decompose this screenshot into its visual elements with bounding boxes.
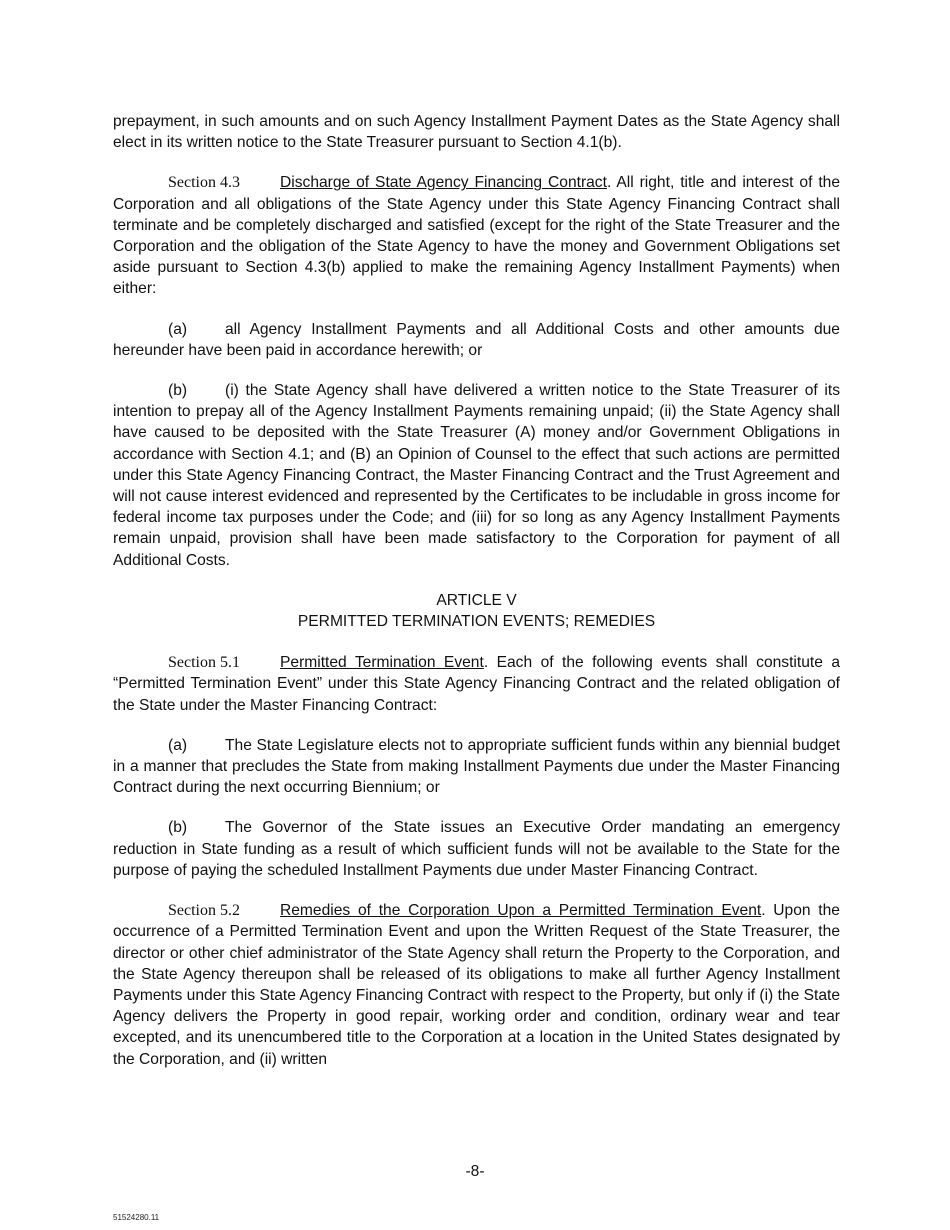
subsection-text: all Agency Installment Payments and all Additional Costs and other amounts due hereunder have been paid in accordance herewith; or — [113, 320, 840, 359]
continuation-paragraph: prepayment, in such amounts and on such Agency Installment Payment Dates as the State Agency shall elect in its written notice to the State Treasurer pursuant to Section 4.1(b). — [113, 113, 840, 152]
subsection-b — [113, 817, 840, 881]
subsection-label: (a) — [168, 320, 188, 338]
section-title: Discharge of State Agency Financing Contract — [280, 174, 607, 192]
subsection-label: (b) — [168, 382, 188, 400]
section-body: . Upon the occurrence of a Permitted Termination Event and upon the Written Request of the State Treasurer, the director or other chief administrator of the State Agency shall return the Property to the Corporation, and the State Agency thereupon shall be released of its obligations to make all further Agency Installment Payments under this State Agency Financing Contract with respect to the Property, but only if (i) the State Agency delivers the Property in good repair, working order and condition, ordinary wear and tear excepted, and its unencumbered title to the Corporation at a location in the United States designated by the Corporation, and (ii) written — [113, 902, 840, 1068]
section-body: . Each of the following events shall constitute a “Permitted Termination Event” under this State Agency Financing Contract and the related obligation of the State under the Master Financing Contract: — [113, 654, 841, 714]
article-heading: ARTICLE V — [436, 591, 517, 609]
section-number: Section 4.3 — [168, 174, 240, 192]
subsection-a — [113, 735, 840, 799]
subsection-b — [113, 380, 840, 571]
section-5-1-paragraph — [113, 652, 840, 716]
page-number: -8- — [465, 1163, 485, 1180]
subsection-text: The Governor of the State issues an Executive Order mandating an emergency reduction in State funding as a result of which sufficient funds will not be available to the State for the purpose of paying the scheduled Installment Payments due under Master Financing Contract. — [113, 819, 840, 879]
document-id: 51524280.11 — [113, 1213, 160, 1222]
section-body: . All right, title and interest of the Corporation and all obligations of the State Agency under this State Agency Financing Contract shall terminate and be completely discharged and satisfied (except for the right of the State Treasurer and the Corporation and the obligation of the State Agency to have the money and Government Obligations set aside pursuant to Section 4.3(b) applied to make the remaining Agency Installment Payments) when either: — [113, 174, 840, 298]
section-4-3-paragraph — [113, 172, 840, 299]
article-subheading: PERMITTED TERMINATION EVENTS; REMEDIES — [297, 613, 656, 631]
section-title: Remedies of the Corporation Upon a Permitted Termination Event — [280, 902, 762, 920]
subsection-text: The State Legislature elects not to appropriate sufficient funds within any biennial budget in a manner that precludes the State from making Installment Payments due under the Master Financing Contract during the next occurring Biennium; or — [113, 736, 840, 797]
subsection-a — [113, 319, 840, 361]
subsection-text: (i) the State Agency shall have delivered a written notice to the State Treasurer of its intention to prepay all of the Agency Installment Payments remaining unpaid; (ii) the State Agency shall have caused to be deposited with the State Treasurer (A) money and/or Government Obligations in accordance with Section 4.1; and (B) an Opinion of Counsel to the effect that such actions are permitted under this State Agency Financing Contract, the Master Financing Contract and the Trust Agreement and will not cause interest evidenced and represented by the Certificates to be includable in gross income for federal income tax purposes under the Code; and (iii) for so long as any Agency Installment Payments remain unpaid, provision shall have been made satisfactory to the Corporation for payment of all Additional Costs. — [113, 382, 840, 569]
section-title: Permitted Termination Event — [280, 654, 484, 672]
subsection-label: (b) — [168, 819, 188, 837]
document-body — [113, 111, 840, 1089]
subsection-label: (a) — [168, 736, 188, 754]
section-5-2-paragraph — [113, 900, 840, 1070]
section-number: Section 5.1 — [168, 654, 240, 672]
section-number: Section 5.2 — [168, 902, 240, 920]
